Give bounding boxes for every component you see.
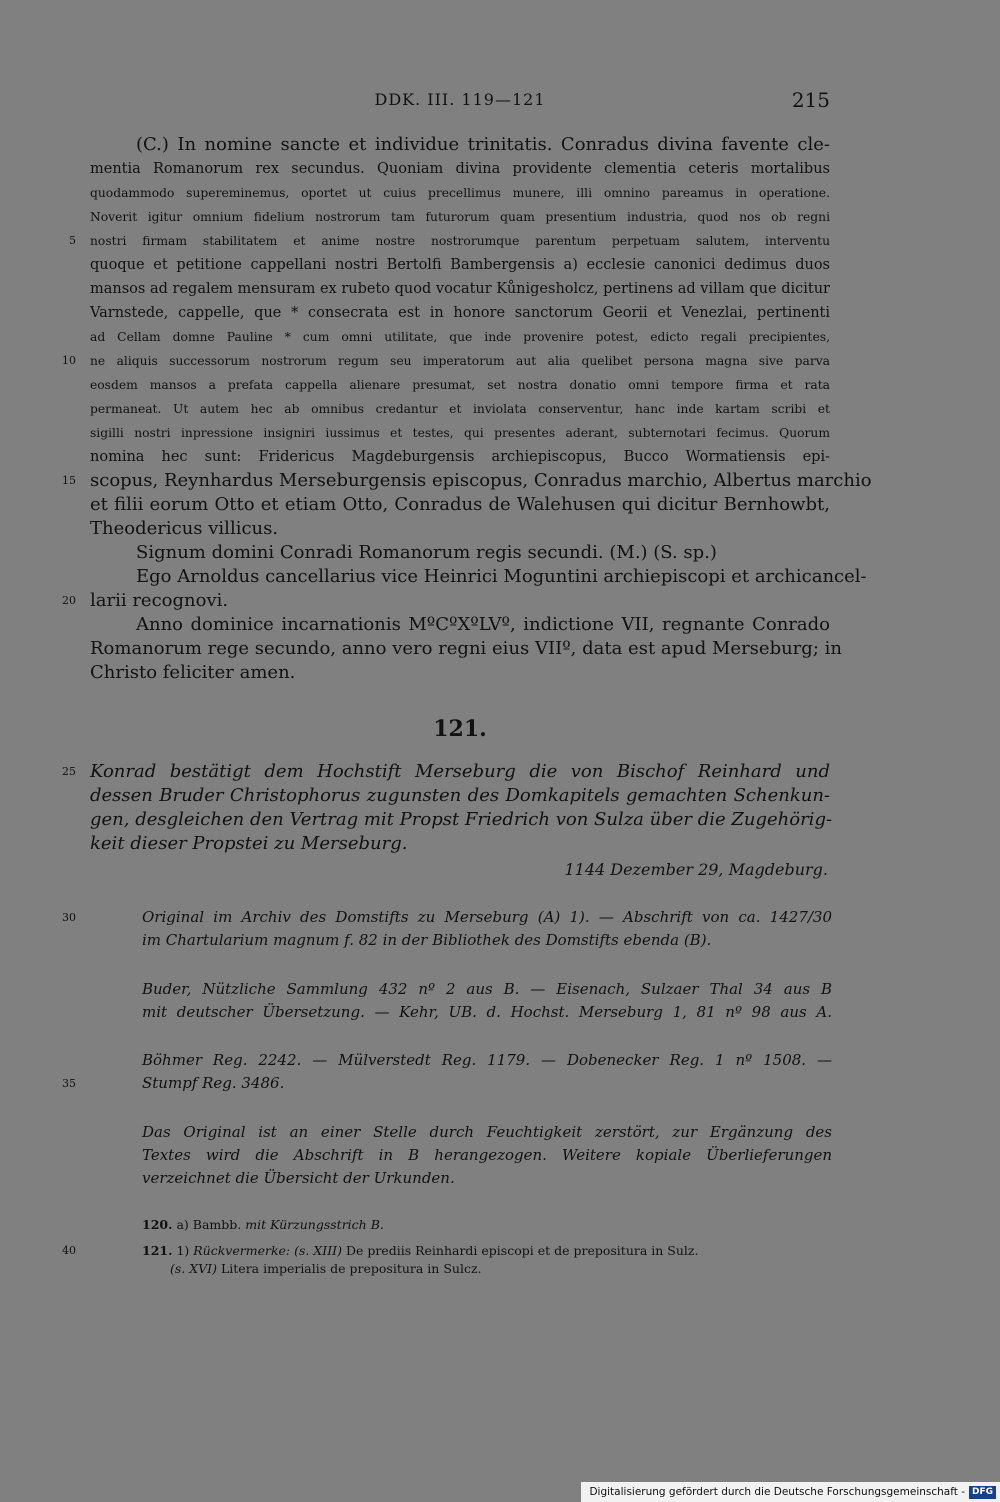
charter-line xyxy=(90,637,842,661)
charter-line-text: scopus, Reynhardus Merseburgensis episcopus, Conradus marchio, Albertus marchio xyxy=(90,470,872,491)
charter-line-text: mentia Romanorum rex secundus. Quoniam divina providente clementia ceteris mortalibus xyxy=(90,161,830,177)
charter-line-text: ad Cellam domne Pauline * cum omni utilitate, que inde provenire potest, edicto regali precipientes, xyxy=(90,330,830,344)
footnotes xyxy=(62,1216,832,1278)
note-line: Textes wird die Abschrift in B herangezogen. Weitere kopiale Überlieferungen xyxy=(142,1146,832,1164)
charter-line-text: Varnstede, cappelle, que * consecrata est in honore sanctorum Georii et Venezlai, pertinenti xyxy=(90,305,830,321)
charter-line xyxy=(90,565,867,589)
charter-line-text: quoque et petitione cappellani nostri Bertolfi Bambergensis a) ecclesie canonici dedimus duos xyxy=(90,257,830,273)
charter-line-text: Anno dominice incarnationis MºCºXºLVº, indictione VII, regnante Conrado xyxy=(136,614,830,635)
charter-line xyxy=(90,661,830,685)
charter-line xyxy=(90,445,830,469)
summary-line: 25 Konrad bestätigt dem Hochstift Merseburg die von Bischof Reinhard und xyxy=(90,760,830,784)
charter-line-text: eosdem mansos a prefata cappella alienare presumat, set nostra donatio omni tempore firma et rata xyxy=(90,378,830,392)
running-header xyxy=(90,88,830,116)
charter-line xyxy=(90,493,830,517)
note-line: 30 Original im Archiv des Domstifts zu Merseburg (A) 1). — Abschrift von ca. 1427/30 xyxy=(142,906,832,929)
note-line: 35 Stumpf Reg. 3486. xyxy=(142,1072,832,1095)
section-number: 121. xyxy=(433,716,487,742)
line-number: 15 xyxy=(62,474,76,487)
note-line: mit deutscher Übersetzung. — Kehr, UB. d. Hochst. Merseburg 1, 81 nº 98 aus A. xyxy=(142,1003,832,1021)
charter-line xyxy=(90,613,830,637)
charter-line xyxy=(90,325,830,349)
summary-line: dessen Bruder Christophorus zugunsten des Domkapitels gemachten Schenkun- xyxy=(90,785,830,806)
note-tradition xyxy=(62,906,832,952)
charter-line xyxy=(90,397,830,421)
charter-line xyxy=(90,205,830,229)
note-line: im Chartularium magnum f. 82 in der Bibliothek des Domstifts ebenda (B). xyxy=(142,931,712,949)
charter-line-text: larii recognovi. xyxy=(90,590,229,611)
note-remarks xyxy=(142,1121,832,1190)
charter-line xyxy=(90,517,830,541)
charter-line xyxy=(90,541,830,565)
summary-line: gen, desgleichen den Vertrag mit Propst Friedrich von Sulza über die Zugehörig- xyxy=(90,809,833,830)
note-line: Das Original ist an einer Stelle durch Feuchtigkeit zerstört, zur Ergänzung des xyxy=(142,1123,832,1141)
line-number: 35 xyxy=(62,1077,76,1090)
note-line: Böhmer Reg. 2242. — Mülverstedt Reg. 1179. — Dobenecker Reg. 1 nº 1508. — xyxy=(142,1051,832,1069)
charter-line xyxy=(90,253,830,277)
line-number: 40 xyxy=(62,1244,76,1257)
charter-line-text: nostri firmam stabilitatem et anime nostre nostrorumque parentum perpetuam salutem, interventu xyxy=(90,234,830,248)
note-regesta xyxy=(62,1049,832,1095)
header-title: DDK. III. 119—121 xyxy=(374,90,546,109)
charter-line-text: et filii eorum Otto et etiam Otto, Conradus de Walehusen qui dicitur Bernhowbt, xyxy=(90,494,830,515)
dfg-text: Digitalisierung gefördert durch die Deutsche Forschungsgemeinschaft - xyxy=(589,1486,965,1498)
dfg-funding-banner[interactable] xyxy=(581,1482,1000,1502)
charter-line xyxy=(90,181,830,205)
charter-line-text: Romanorum rege secundo, anno vero regni eius VIIº, data est apud Merseburg; in xyxy=(90,638,842,659)
line-number: 30 xyxy=(62,911,76,924)
charter-line xyxy=(69,229,830,253)
line-number: 25 xyxy=(62,765,76,778)
charter-line xyxy=(90,421,830,445)
charter-text xyxy=(62,133,872,685)
charter-line xyxy=(90,133,830,157)
charter-line-text: Ego Arnoldus cancellarius vice Heinrici Moguntini archiepiscopi et archicancel- xyxy=(136,566,867,587)
date-place: 1144 Dezember 29, Magdeburg. xyxy=(564,860,828,879)
line-number: 20 xyxy=(62,594,76,607)
charter-line-text: (C.) In nomine sancte et individue trinitatis. Conradus divina favente cle- xyxy=(136,134,830,155)
charter-line-text: Signum domini Conradi Romanorum regis secundi. (M.) (S. sp.) xyxy=(136,542,717,563)
charter-line-text: quodammodo supereminemus, oportet ut cuius precellimus munere, illi omnino pareamus in operatione. xyxy=(90,186,830,200)
charter-line xyxy=(62,469,872,493)
summary-line: keit dieser Propstei zu Merseburg. xyxy=(90,833,408,854)
charter-line xyxy=(90,277,830,301)
charter-line xyxy=(90,301,830,325)
charter-line xyxy=(62,349,830,373)
regest-summary xyxy=(62,760,833,856)
charter-line xyxy=(90,157,830,181)
charter-line-text: Noverit igitur omnium fidelium nostrorum tam futurorum quam presentium industria, quod nos ob regni xyxy=(90,210,830,224)
charter-line xyxy=(62,589,830,613)
line-number: 5 xyxy=(69,234,76,247)
footnote-121-cont: (s. XVI) Litera imperialis de prepositura in Sulcz. xyxy=(170,1261,482,1276)
charter-line-text: permaneat. Ut autem hec ab omnibus credantur et inviolata conserventur, hanc inde kartam scribi et xyxy=(90,402,830,416)
footnote-121: 40 121. 1) Rückvermerke: (s. XIII) De prediis Reinhardi episcopi et de prepositura in Sulz. xyxy=(142,1242,832,1260)
charter-line-text: nomina hec sunt: Fridericus Magdeburgensis archiepiscopus, Bucco Wormatiensis epi- xyxy=(90,449,830,465)
charter-line-text: Christo feliciter amen. xyxy=(90,662,296,683)
note-line: verzeichnet die Übersicht der Urkunden. xyxy=(142,1169,455,1187)
line-number: 10 xyxy=(62,354,76,367)
charter-line-text: Theodericus villicus. xyxy=(90,518,279,539)
charter-line-text: sigilli nostri inpressione insigniri iussimus et testes, qui presentes aderant, subternotari fecimus. Quorum xyxy=(90,426,830,440)
charter-line-text: ne aliquis successorum nostrorum regum seu imperatorum aut alia quelibet persona magna sive parva xyxy=(90,354,830,368)
charter-line-text: mansos ad regalem mensuram ex rubeto quod vocatur Kůnigesholcz, pertinens ad villam que dicitur xyxy=(90,281,830,297)
note-editions xyxy=(142,978,832,1024)
charter-line xyxy=(90,373,830,397)
page-number: 215 xyxy=(791,88,830,112)
dfg-logo-icon: DFG xyxy=(969,1486,996,1499)
footnote-120: 120. a) Bambb. mit Kürzungsstrich B. xyxy=(142,1217,384,1232)
note-line: Buder, Nützliche Sammlung 432 nº 2 aus B. — Eisenach, Sulzaer Thal 34 aus B xyxy=(142,980,832,998)
